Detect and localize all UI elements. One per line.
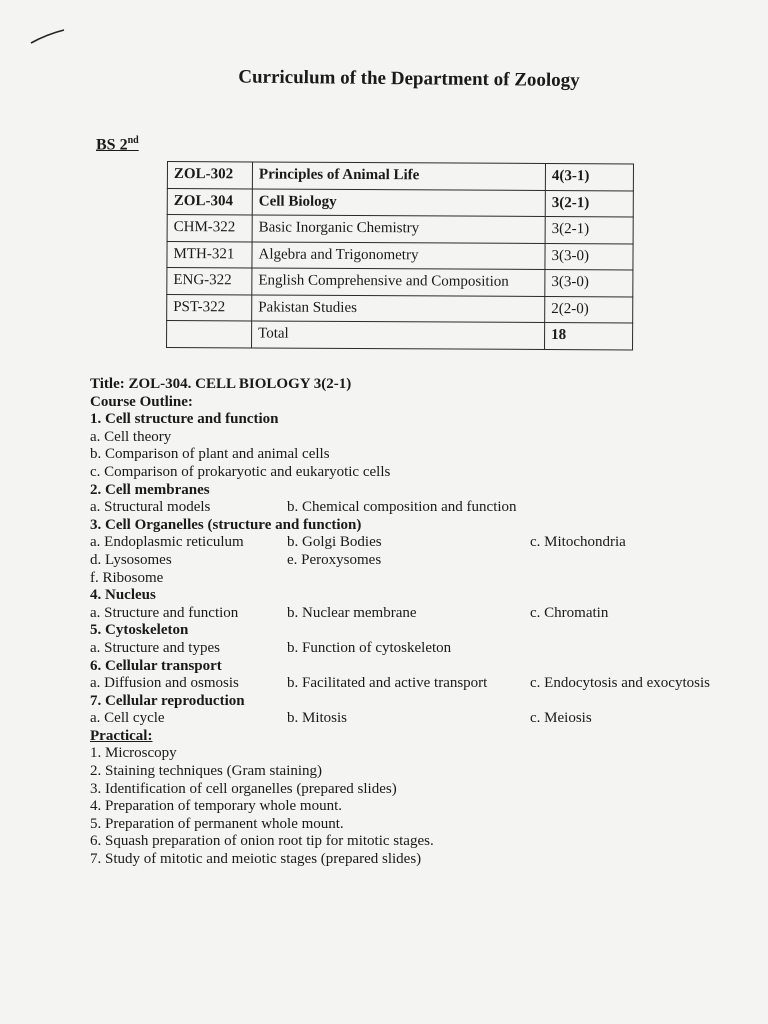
course-outline bbox=[90, 376, 750, 869]
course-credits: 3(3-0) bbox=[545, 243, 633, 270]
document-title: Curriculum of the Department of Zoology bbox=[238, 66, 580, 92]
courses-table bbox=[166, 161, 634, 350]
topic-item: a. Cell theory bbox=[90, 428, 172, 445]
topic-item: a. Structure and types bbox=[90, 639, 220, 656]
section-heading-line bbox=[90, 411, 750, 429]
practical-heading-line bbox=[90, 728, 750, 746]
practical-item: 2. Staining techniques (Gram staining) bbox=[90, 763, 323, 780]
practical-item: 7. Study of mitotic and meiotic stages (prepared slides) bbox=[90, 851, 422, 868]
topic-item: c. Endocytosis and exocytosis bbox=[530, 675, 710, 692]
practical-item: 1. Microscopy bbox=[90, 745, 177, 762]
topic-item: b. Function of cytoskeleton bbox=[287, 639, 452, 656]
course-credits: 4(3-1) bbox=[545, 163, 633, 190]
section-heading-line bbox=[90, 517, 750, 535]
topic-row bbox=[90, 534, 750, 552]
total-row bbox=[167, 321, 633, 350]
course-row bbox=[167, 162, 633, 191]
topic-row bbox=[90, 640, 750, 658]
course-code: PST-322 bbox=[167, 294, 252, 321]
topic-row bbox=[90, 499, 750, 517]
outline-label: Course Outline: bbox=[90, 393, 193, 410]
course-code: ENG-322 bbox=[167, 268, 252, 295]
topic-item: f. Ribosome bbox=[90, 569, 164, 586]
section-heading: 6. Cellular transport bbox=[90, 657, 222, 674]
topic-row bbox=[90, 710, 750, 728]
topic-row bbox=[90, 570, 750, 588]
topic-item: c. Chromatin bbox=[530, 604, 609, 621]
practical-item: 3. Identification of cell organelles (prepared slides) bbox=[90, 780, 397, 797]
section-heading: 5. Cytoskeleton bbox=[90, 622, 189, 639]
outline-label-line bbox=[90, 394, 750, 412]
course-code: MTH-321 bbox=[167, 241, 252, 268]
course-name: Pakistan Studies bbox=[252, 294, 545, 322]
section-heading-line bbox=[90, 622, 750, 640]
section-heading-line bbox=[90, 693, 750, 711]
topic-row bbox=[90, 464, 750, 482]
practical-item-line bbox=[90, 851, 750, 869]
section-heading: 4. Nucleus bbox=[90, 587, 156, 604]
course-code: ZOL-302 bbox=[167, 162, 252, 189]
practical-item: 5. Preparation of permanent whole mount. bbox=[90, 815, 344, 832]
section-heading: 2. Cell membranes bbox=[90, 481, 210, 498]
practical-item: 4. Preparation of temporary whole mount. bbox=[90, 798, 343, 815]
course-name: Basic Inorganic Chemistry bbox=[252, 215, 545, 243]
topic-row bbox=[90, 605, 750, 623]
semester-heading: BS 2nd bbox=[96, 135, 139, 154]
practical-item-line bbox=[90, 745, 750, 763]
topic-item: d. Lysosomes bbox=[90, 551, 172, 568]
section-heading: 1. Cell structure and function bbox=[90, 411, 279, 428]
practical-item-line bbox=[90, 816, 750, 834]
topic-item: a. Structure and function bbox=[90, 604, 239, 621]
section-heading: 7. Cellular reproduction bbox=[90, 692, 245, 709]
course-row bbox=[167, 241, 633, 270]
topic-row bbox=[90, 446, 750, 464]
pen-stroke-mark bbox=[30, 28, 66, 46]
topic-item: a. Endoplasmic reticulum bbox=[90, 534, 244, 551]
practical-item-line bbox=[90, 781, 750, 799]
course-name: Principles of Animal Life bbox=[252, 162, 545, 190]
course-credits: 2(2-0) bbox=[545, 296, 633, 323]
total-empty-cell bbox=[167, 321, 252, 348]
section-heading-line bbox=[90, 658, 750, 676]
course-row bbox=[167, 294, 633, 323]
course-credits: 3(3-0) bbox=[545, 269, 633, 296]
section-heading: 3. Cell Organelles (structure and function) bbox=[90, 516, 362, 533]
course-row bbox=[167, 188, 633, 217]
course-code: CHM-322 bbox=[167, 215, 252, 242]
topic-item: e. Peroxysomes bbox=[287, 551, 382, 568]
topic-item: b. Mitosis bbox=[287, 710, 348, 727]
topic-row bbox=[90, 552, 750, 570]
topic-item: a. Structural models bbox=[90, 499, 211, 516]
total-credits: 18 bbox=[545, 322, 633, 349]
topic-item: c. Meiosis bbox=[530, 710, 592, 727]
practical-item-line bbox=[90, 798, 750, 816]
topic-item: b. Comparison of plant and animal cells bbox=[90, 446, 330, 463]
section-heading-line bbox=[90, 587, 750, 605]
practical-item-line bbox=[90, 833, 750, 851]
course-credits: 3(2-1) bbox=[545, 190, 633, 217]
topic-row bbox=[90, 429, 750, 447]
topic-item: a. Diffusion and osmosis bbox=[90, 675, 239, 692]
practical-heading: Practical: bbox=[90, 727, 153, 744]
section-heading-line bbox=[90, 482, 750, 500]
course-name: Algebra and Trigonometry bbox=[252, 241, 545, 269]
course-title: Title: ZOL-304. CELL BIOLOGY 3(2-1) bbox=[90, 376, 352, 392]
topic-item: b. Chemical composition and function bbox=[287, 499, 517, 516]
course-name: Cell Biology bbox=[252, 188, 545, 216]
topic-item: c. Mitochondria bbox=[530, 534, 626, 551]
topic-row bbox=[90, 675, 750, 693]
topic-item: b. Facilitated and active transport bbox=[287, 675, 488, 692]
course-title-line bbox=[90, 376, 750, 394]
topic-item: c. Comparison of prokaryotic and eukaryotic cells bbox=[90, 463, 391, 480]
practical-item: 6. Squash preparation of onion root tip for mitotic stages. bbox=[90, 833, 434, 850]
course-code: ZOL-304 bbox=[167, 188, 252, 215]
course-credits: 3(2-1) bbox=[545, 216, 633, 243]
topic-item: b. Golgi Bodies bbox=[287, 534, 382, 551]
topic-item: a. Cell cycle bbox=[90, 710, 165, 727]
practical-item-line bbox=[90, 763, 750, 781]
course-name: English Comprehensive and Composition bbox=[252, 268, 545, 296]
total-label: Total bbox=[252, 321, 545, 349]
topic-item: b. Nuclear membrane bbox=[287, 604, 417, 621]
course-row bbox=[167, 215, 633, 244]
course-row bbox=[167, 268, 633, 297]
